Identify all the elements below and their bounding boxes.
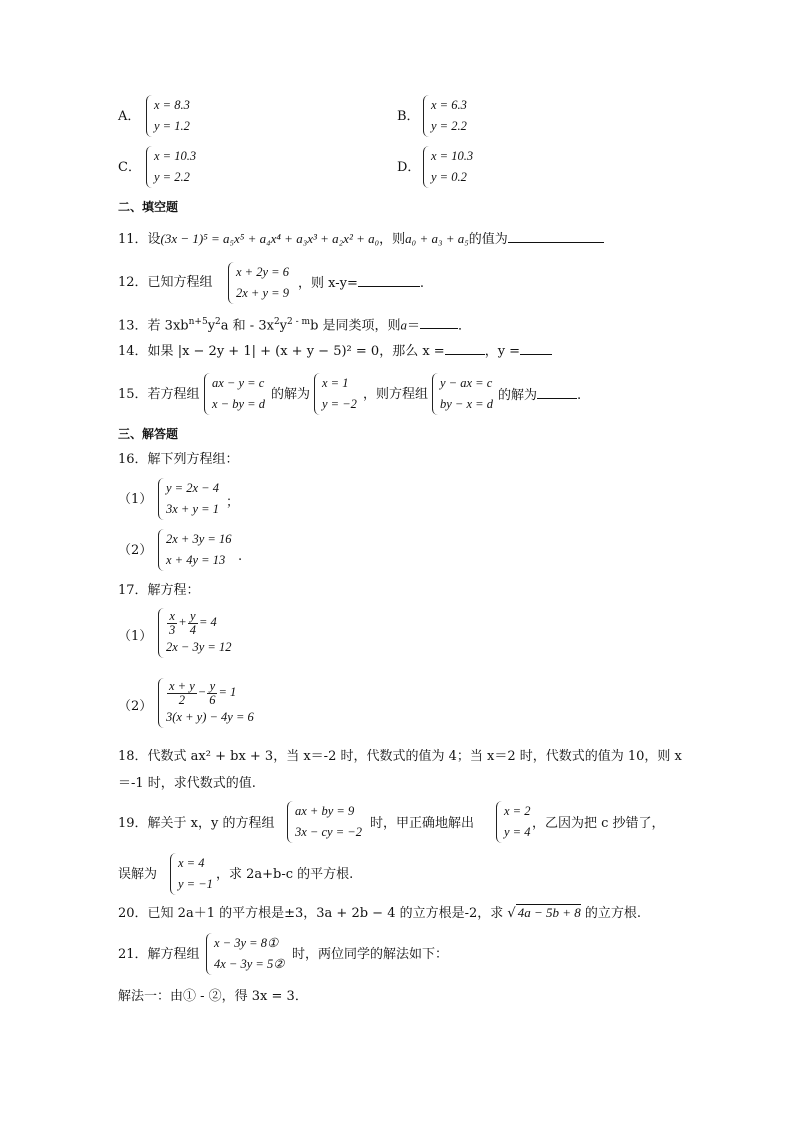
brace-icon: [158, 608, 166, 658]
brace-icon: [423, 95, 431, 137]
numerator: y: [188, 610, 198, 624]
q13-sup2: 2: [215, 317, 221, 327]
q15-tail-line: 的解为 .: [498, 388, 582, 403]
option-b-system: [423, 95, 467, 137]
answer-blank[interactable]: [537, 386, 577, 399]
q13-text6: ＝: [407, 318, 421, 334]
q13-sup4: 2 - m: [287, 317, 311, 327]
q17-p1-row1: [166, 608, 231, 637]
question-11: [118, 230, 604, 249]
q20-tail: 的立方根.: [584, 906, 642, 921]
q14-mid: ，那么: [379, 344, 419, 359]
brace-icon: [170, 853, 178, 895]
q19-solution: [496, 801, 530, 843]
q19-wrong-solution: [170, 853, 213, 895]
q11-expr: a₀ + a₃ + a₅: [405, 231, 469, 246]
brace-icon: [158, 478, 166, 520]
q15-sys3-eq1: y − ax = c: [440, 376, 493, 390]
question-20: 20．已知 2a＋1 的平方根是±3，3a + 2b − 4 的立方根是-2，求 √ 4a − 5b + 8 的立方根.: [118, 905, 642, 921]
q12-eq1: x + 2y = 6: [236, 265, 289, 279]
option-c-system: [146, 146, 196, 188]
section-3-title: 三、解答题: [118, 427, 179, 441]
q15-mid1: 的解为: [271, 387, 311, 402]
rhs: = 4: [198, 615, 217, 629]
answer-blank[interactable]: [520, 342, 552, 355]
q19-tail: ，乙因为把 c 抄错了，: [532, 816, 665, 831]
q20-root: 4a − 5b + 8: [517, 905, 581, 920]
question-13: 13．若 $3xb^{n+5}y^2a$ 和 - $3x^2y^{2 - m}b$ 是同类项，则a＝ ．: [118, 317, 472, 334]
q13-text3: a 和 - 3x: [220, 318, 274, 334]
fraction: [167, 610, 177, 637]
q19-w2: y = −1: [178, 877, 213, 891]
minus-sign: −: [197, 685, 207, 699]
option-d-system: [423, 146, 473, 188]
option-c-x: x = 10.3: [154, 149, 197, 163]
q16-p1-label: （1）: [118, 492, 153, 507]
q15-mid2: ，则方程组: [363, 387, 429, 402]
numerator: x + y: [169, 678, 195, 693]
q19-eq2: 3x − cy = −2: [295, 825, 362, 839]
q15-tail: 的解为: [498, 388, 538, 403]
denominator: 6: [209, 692, 216, 707]
q13-text4: y: [279, 318, 288, 334]
brace-icon: [146, 146, 154, 188]
q15-sys2-eq2: y = −2: [322, 397, 357, 411]
q13-sup3: 2: [273, 317, 280, 327]
q21-tail: 时，两位同学的解法如下：: [292, 947, 449, 962]
option-d-y: y = 0.2: [431, 170, 467, 184]
q17-p1-eq2: 2x − 3y = 12: [166, 639, 232, 654]
denominator: 3: [169, 622, 176, 637]
plus-sign: +: [178, 615, 187, 629]
q16-p1-end: ；: [226, 495, 240, 510]
q16-p2-eq1: 2x + 3y = 16: [166, 532, 232, 546]
answer-blank[interactable]: [358, 274, 420, 287]
q13-sup1: n+5: [188, 317, 208, 327]
q16-title: 16．解下列方程组：: [118, 452, 239, 467]
q11-prefix: 11．设: [118, 232, 161, 247]
q11-equation: (3x − 1)⁵ = a₅x⁵ + a₄x⁴ + a₃x³ + a₂x² + a₀: [160, 231, 380, 246]
brace-icon: [287, 801, 295, 843]
q12-eq2: 2x + y = 9: [236, 286, 289, 300]
q17-p2-label: （2）: [118, 699, 153, 714]
option-d-x: x = 10.3: [431, 149, 474, 163]
q17-p1-system: [158, 608, 231, 658]
q14-x-label: x =: [422, 344, 445, 359]
q16-p2-eq2: x + 4y = 13: [166, 553, 226, 567]
option-c-y: y = 2.2: [154, 170, 190, 184]
q19-prefix: 19．解关于 x，y 的方程组: [118, 816, 275, 831]
option-a-label: A．: [118, 109, 141, 124]
rhs: = 1: [218, 685, 237, 699]
brace-icon: [228, 262, 236, 304]
q17-title: 17．解方程：: [118, 583, 200, 598]
q18-line2: ＝-1 时，求代数式的值.: [118, 776, 256, 791]
q16-p2-system: [158, 529, 231, 571]
q13-text5: b 是同类项，则: [310, 318, 401, 334]
q16-p1-eq1: y = 2x − 4: [166, 481, 219, 495]
option-b-y: y = 2.2: [431, 119, 467, 133]
q13-var: a: [400, 317, 408, 333]
brace-icon: [158, 529, 166, 571]
q16-p2-end: .: [238, 549, 243, 564]
brace-icon: [423, 146, 431, 188]
q15-sys2-eq1: x = 1: [322, 376, 349, 390]
numerator: x: [167, 610, 177, 624]
q19-mid: 时，甲正确地解出: [370, 816, 475, 831]
q14-expr: |x − 2y + 1| + (x + y − 5)² = 0: [177, 344, 380, 359]
denominator: 2: [178, 692, 186, 707]
fraction: [207, 680, 217, 707]
q19-w1: x = 4: [178, 856, 205, 870]
q19-s2: y = 4: [504, 825, 531, 839]
q12-suffix-line: ，则 x-y= .: [298, 276, 425, 291]
fraction: [188, 610, 198, 637]
q21-prefix: 21．解方程组: [118, 947, 200, 962]
solution-1: 解法一：由① - ②，得 3x = 3．: [118, 989, 308, 1004]
brace-icon: [314, 373, 322, 415]
q15-system-2: [314, 373, 357, 415]
brace-icon: [206, 933, 214, 975]
q19-line2a: 误解为: [118, 867, 158, 882]
q12-prefix: 12．已知方程组: [118, 275, 213, 290]
numerator: y: [207, 680, 217, 694]
answer-blank[interactable]: [420, 316, 458, 329]
option-b-x: x = 6.3: [431, 98, 467, 112]
option-b-label: B．: [397, 109, 420, 124]
q18-line1: 18．代数式 ax² + bx + 3，当 x＝-2 时，代数式的值为 4；当 x＝2 时，代数式的值为 10，则 x: [118, 749, 682, 764]
brace-icon: [204, 373, 212, 415]
denominator: 4: [189, 622, 196, 637]
brace-icon: [432, 373, 440, 415]
q20-text: 20．已知 2a＋1 的平方根是±3，3a + 2b − 4 的立方根是-2，求: [118, 906, 504, 921]
answer-blank[interactable]: [508, 230, 604, 243]
q19-line2b: ，求 2a+b-c 的平方根.: [216, 867, 354, 882]
q11-tail: 的值为: [468, 232, 508, 247]
q21-eq1: x − 3y = 8①: [214, 936, 279, 950]
fraction: [167, 680, 197, 707]
q13-text1: 13．若 3xb: [118, 318, 189, 334]
option-a-x: x = 8.3: [154, 98, 190, 112]
section-2-title: 二、填空题: [118, 200, 179, 214]
q17-p2-row1: [166, 678, 254, 707]
q16-p1-system: [158, 478, 219, 520]
answer-blank[interactable]: [445, 342, 485, 355]
q21-eq2: 4x − 3y = 5②: [214, 957, 285, 971]
q17-p2-eq2: 3(x + y) − 4y = 6: [166, 709, 254, 724]
q15-system-1: [204, 373, 265, 415]
q19-system: [287, 801, 362, 843]
q16-p2-label: （2）: [118, 543, 153, 558]
q13-text2: y: [207, 318, 216, 334]
brace-icon: [146, 95, 154, 137]
q16-p1-eq2: 3x + y = 1: [166, 502, 219, 516]
q21-system: [206, 933, 284, 975]
q14-prefix: 14．如果: [118, 344, 174, 359]
option-a-system: [146, 95, 190, 137]
option-d-label: D．: [397, 160, 421, 175]
q15-prefix: 15．若方程组: [118, 387, 200, 402]
q15-sys1-eq2: x − by = d: [212, 397, 265, 411]
q14-y-label: ，y =: [484, 344, 521, 359]
q15-system-3: [432, 373, 493, 415]
option-a-y: y = 1.2: [154, 119, 190, 133]
q19-eq1: ax + by = 9: [295, 804, 355, 818]
q19-s1: x = 2: [504, 804, 531, 818]
q15-sys1-eq1: ax − y = c: [212, 376, 265, 390]
q12-system: [228, 262, 289, 304]
brace-icon: [158, 678, 166, 728]
q12-suffix: ，则 x-y=: [298, 276, 358, 291]
q11-suffix: ，则: [379, 232, 406, 247]
q17-p2-system: [158, 678, 254, 728]
q17-p1-label: （1）: [118, 629, 153, 644]
question-14: [118, 342, 552, 361]
option-c-label: C．: [118, 160, 141, 175]
q15-sys3-eq2: by − x = d: [440, 397, 493, 411]
brace-icon: [496, 801, 504, 843]
